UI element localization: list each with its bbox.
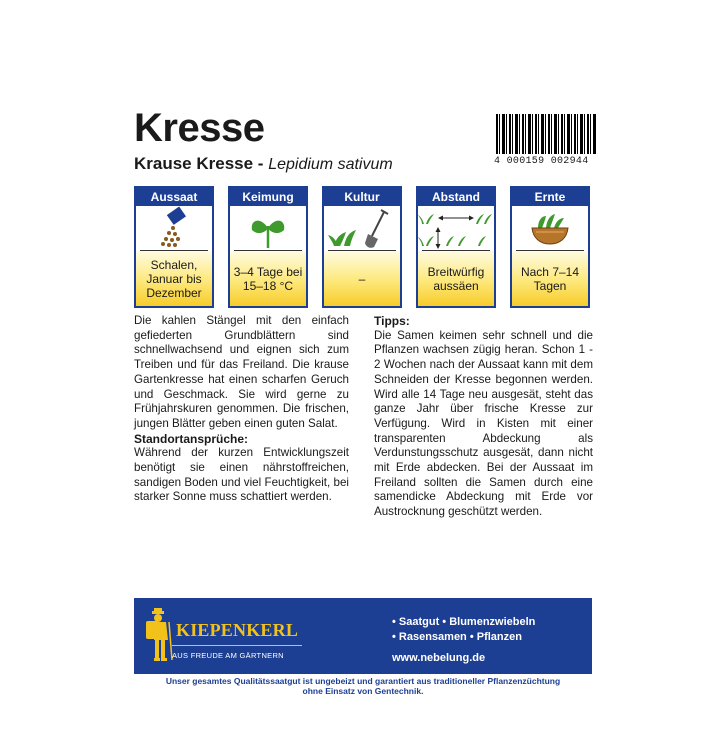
footer-line-2: ohne Einsatz von Gentechnik. [302, 686, 424, 696]
box-heading: Abstand [418, 188, 494, 206]
info-box-kultur [322, 186, 402, 308]
website-link[interactable]: www.nebelung.de [392, 652, 486, 664]
products-line-2: • Rasensamen • Pflanzen [392, 631, 522, 643]
box-text: 3–4 Tage bei 15–18 °C [230, 251, 306, 306]
info-box-keimung [228, 186, 308, 308]
common-name: Krause Kresse - [134, 154, 269, 173]
footer-line-1: Unser gesamtes Qualitätssaatgut ist ungebeizt und garantiert aus traditioneller Pflanzenzüchtung [165, 676, 561, 686]
brand-banner [134, 598, 592, 674]
info-box-abstand [416, 186, 496, 308]
products-line-1: • Saatgut • Blumenzwiebeln [392, 616, 536, 628]
brand-tagline: AUS FREUDE AM GÄRTNERN [172, 651, 284, 660]
box-heading: Keimung [230, 188, 306, 206]
location-text: Während der kurzen Entwicklungszeit benötigt sie einen nährstoffreichen, sandigen Boden und viel Feuchtigkeit, bei starker Sonne muss schattiert werden. [134, 446, 349, 504]
kiepenkerl-figure-icon [144, 608, 174, 664]
left-column [134, 314, 349, 505]
box-text: Breitwürfig aussäen [418, 251, 494, 306]
info-box-ernte [510, 186, 590, 308]
info-box-aussaat [134, 186, 214, 308]
brand-name: KIEPENKERL [176, 620, 299, 640]
box-text: Schalen, Januar bis Dezember [136, 251, 212, 306]
seed-packet-icon [136, 206, 212, 250]
barcode-number: 4 000159 002944 [494, 156, 589, 167]
box-text: – [324, 251, 400, 306]
box-text: Nach 7–14 Tagen [512, 251, 588, 306]
box-heading: Kultur [324, 188, 400, 206]
footer-note [134, 676, 592, 696]
box-heading: Ernte [512, 188, 588, 206]
page-title: Kresse [134, 106, 265, 150]
location-heading: Standortansprüche: [134, 431, 249, 446]
tips-heading: Tipps: [374, 314, 410, 328]
box-heading: Aussaat [136, 188, 212, 206]
right-column [374, 314, 593, 520]
barcode [496, 114, 596, 154]
tips-text: Die Samen keimen sehr schnell und die Pflanzen wachsen zügig heran. Schon 1 - 2 Wochen nach der Aussaat kann mit dem Schneiden der Kresse begonnen werden. Wird alle 14 Tage neu ausgesät, steht das ganze Jahr über frische Kresse zur Verfügung. Wird in Kisten mit einer transparenten Abdeckung als Verdunstungsschutz ausgesät, dann nicht mit Erde abdecken. Bei der Aussaat im Freiland sollten die Samen durch eine samendicke Abdeckung mit Erde vor Austrocknung geschützt werden. [374, 328, 593, 519]
harvest-bowl-icon [512, 206, 588, 250]
shovel-icon [324, 206, 400, 250]
spacing-icon [418, 206, 494, 250]
seedling-icon [230, 206, 306, 250]
description-text: Die kahlen Stängel mit den einfach gefiederten Grundblättern sind schnellwachsend und eignen sich zum Treiben und für das Freiland. Die krause Gartenkresse hat einen scharfen Geruch und Geschmack. Sie wird gerne zu Frühjahrskuren genommen. Die frischen, jungen Blätter geben einen guten Salat. [134, 314, 349, 430]
latin-name: Lepidium sativum [268, 156, 393, 173]
page-subtitle [134, 154, 393, 174]
